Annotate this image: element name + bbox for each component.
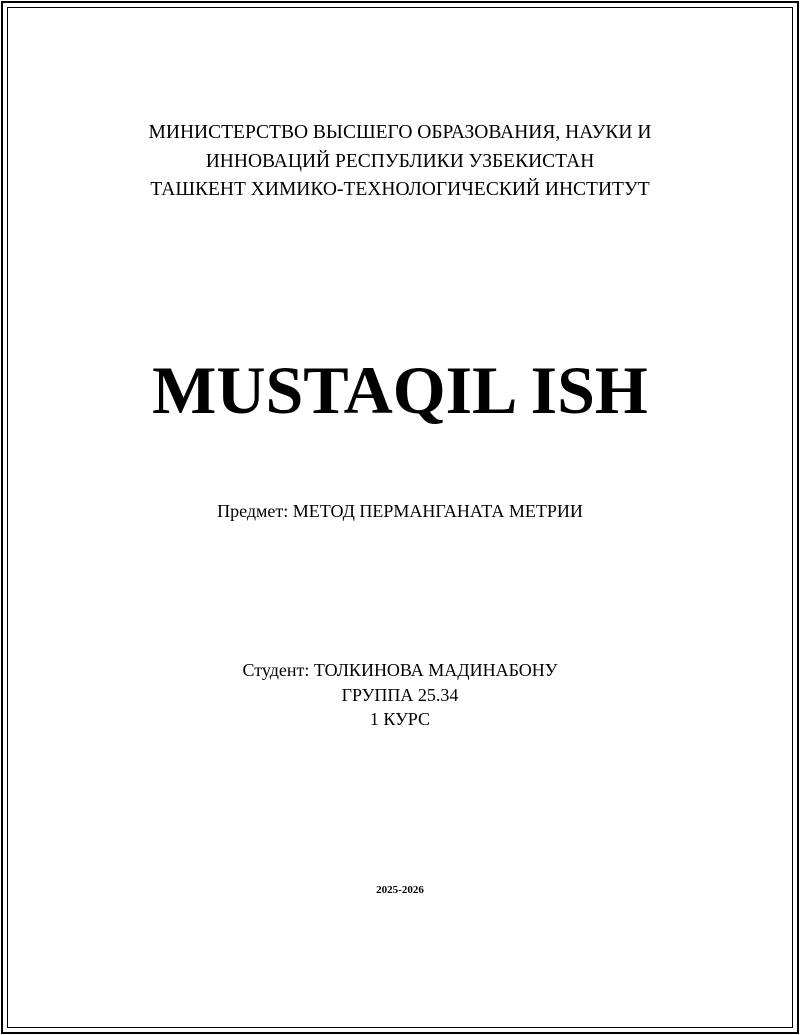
- student-name: Студент: ТОЛКИНОВА МАДИНАБОНУ: [242, 660, 558, 680]
- student-course: 1 КУРС: [369, 709, 431, 729]
- ministry-line-1: МИНИСТЕРСТВО ВЫСШЕГО ОБРАЗОВАНИЯ, НАУКИ И: [148, 122, 652, 143]
- document-title: MUSTAQIL ISH: [152, 352, 648, 428]
- institute-line: ТАШКЕНТ ХИМИКО-ТЕХНОЛОГИЧЕСКИЙ ИНСТИТУТ: [150, 179, 650, 200]
- academic-year: 2025-2026: [376, 884, 424, 896]
- subject-line: Предмет: МЕТОД ПЕРМАНГАНАТА МЕТРИИ: [217, 501, 583, 521]
- ministry-line-2: ИННОВАЦИЙ РЕСПУБЛИКИ УЗБЕКИСТАН: [205, 151, 595, 172]
- student-group: ГРУППА 25.34: [341, 685, 459, 705]
